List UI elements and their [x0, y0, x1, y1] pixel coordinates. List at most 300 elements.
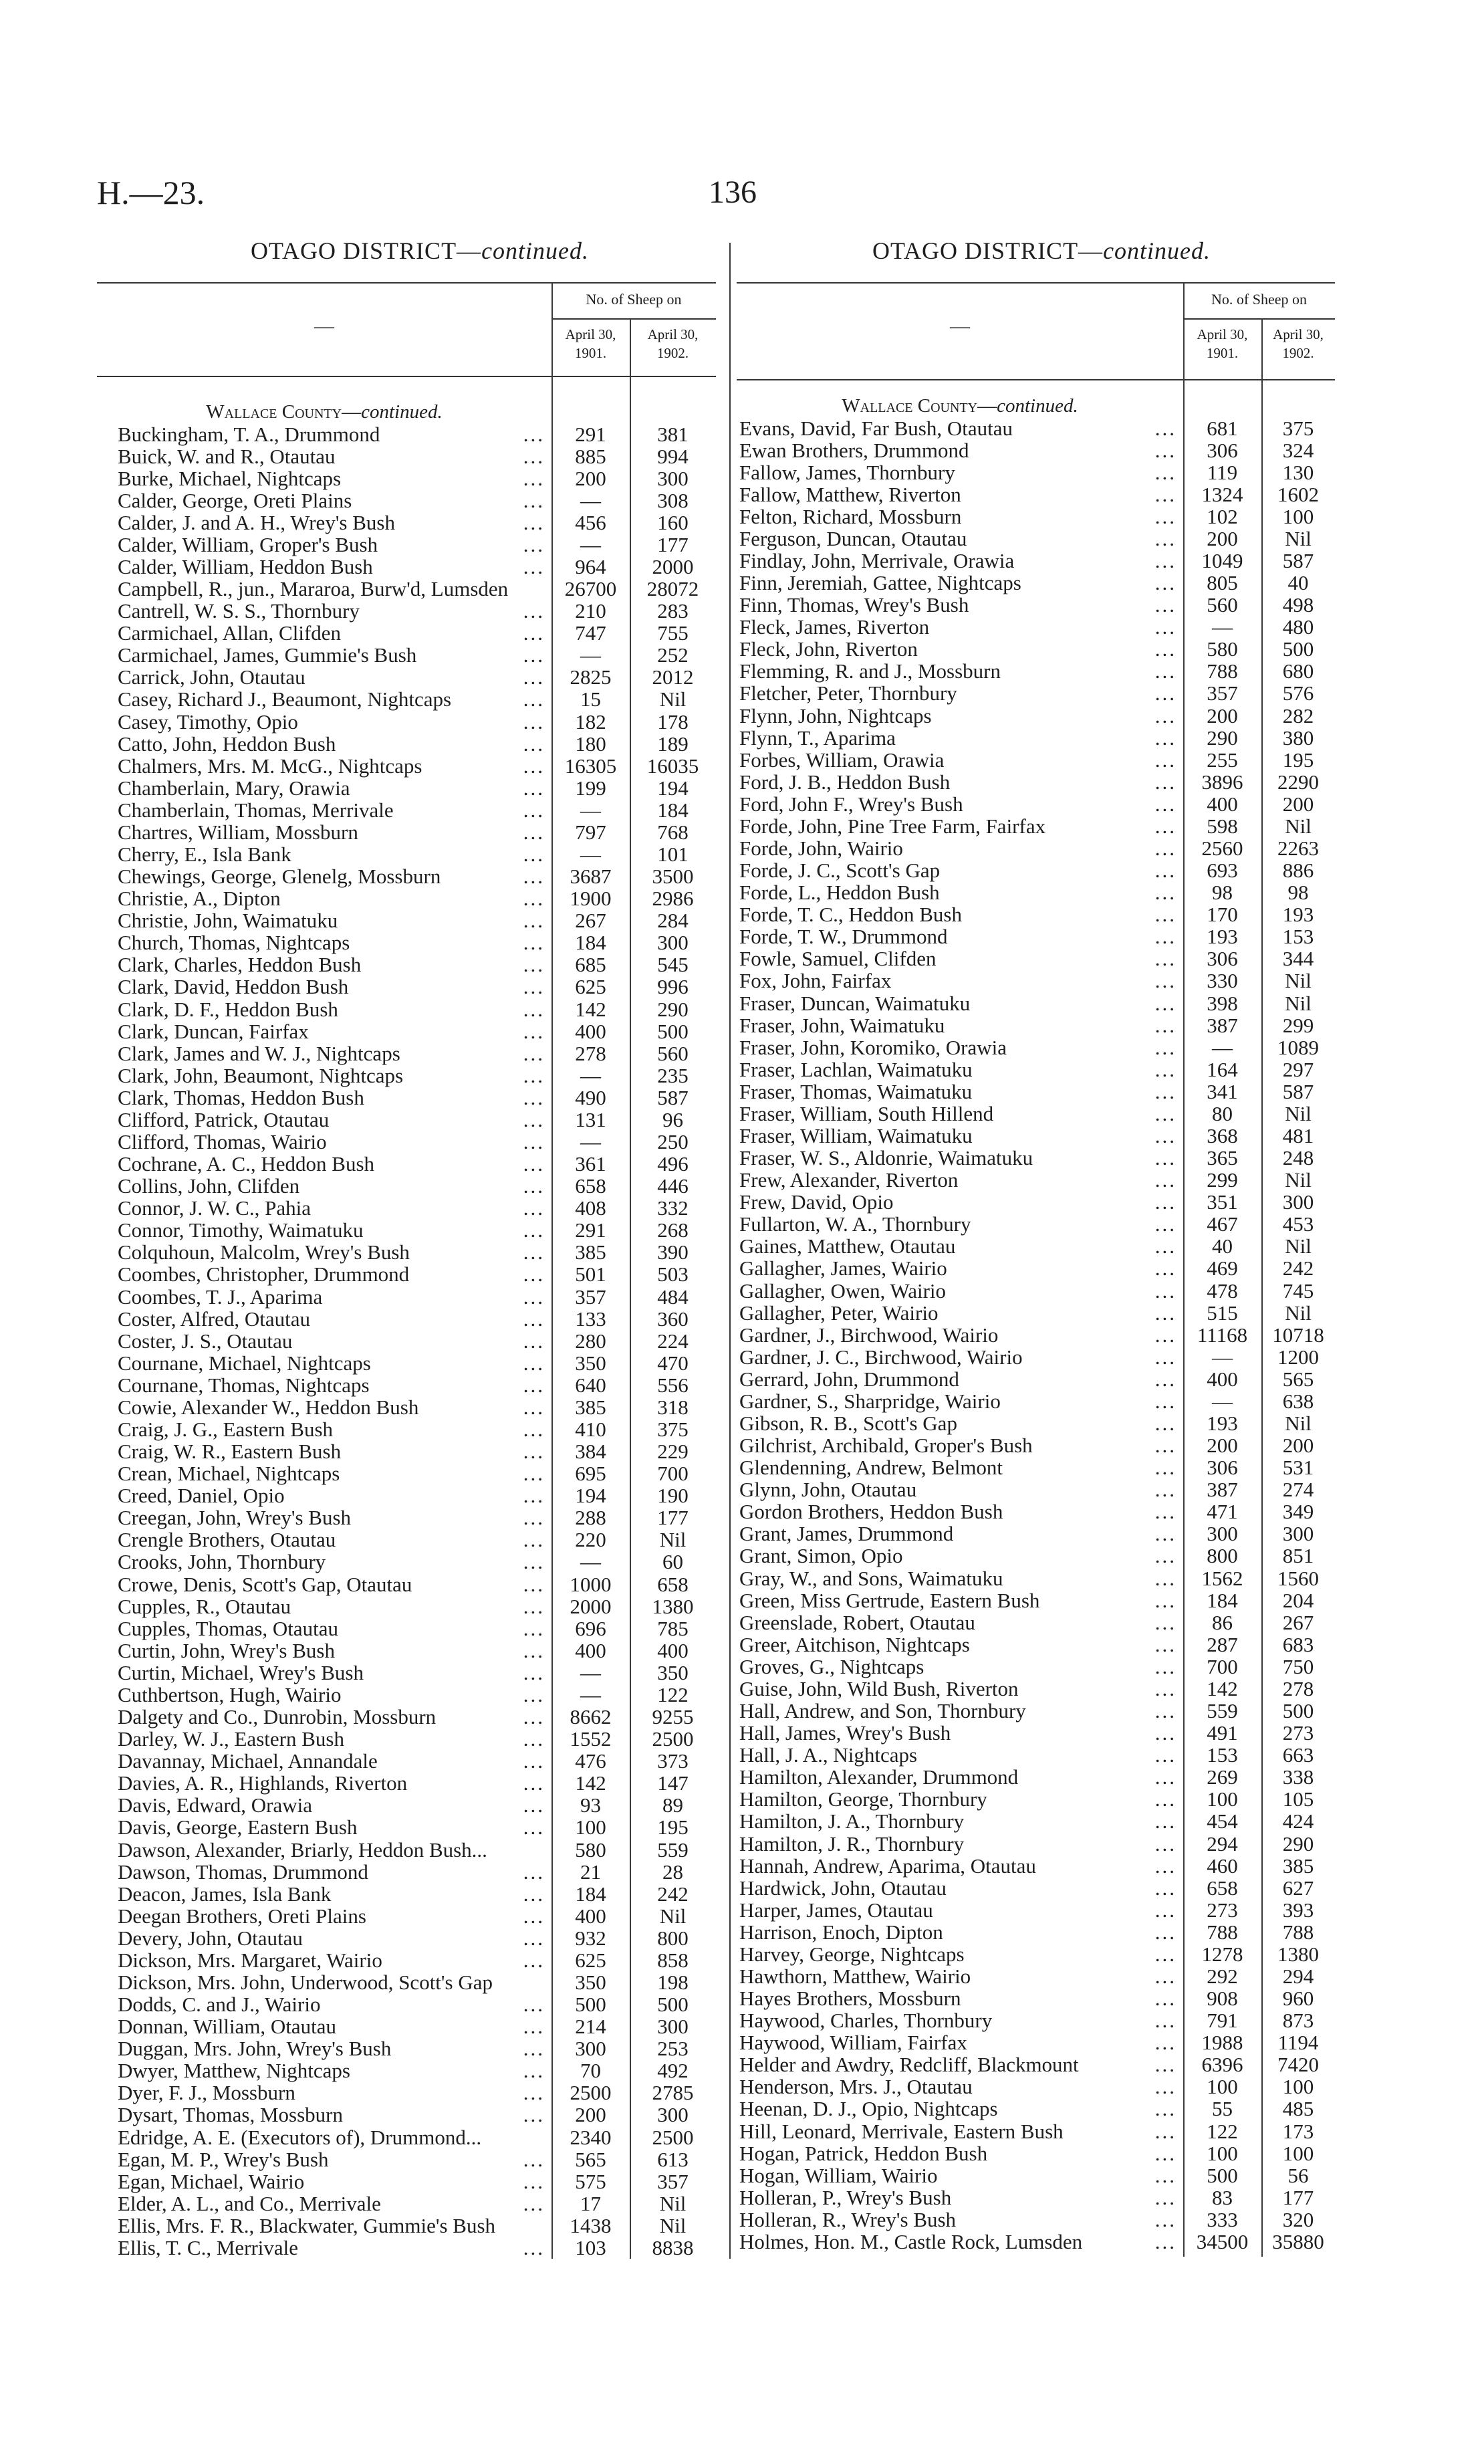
sheep-count-1901: 306: [1207, 438, 1238, 462]
sheep-count-1901: 280: [575, 1329, 606, 1353]
sheep-count-1902: 390: [657, 1240, 689, 1264]
dot-leader: ...: [1154, 859, 1177, 883]
sheep-count-1902: 195: [1282, 748, 1314, 772]
sheep-count-1901: 658: [1207, 1876, 1238, 1900]
table-row: [97, 1286, 716, 1308]
dot-leader: ...: [523, 1262, 545, 1286]
owner-name: Devery, John, Otautau: [118, 1926, 303, 1950]
owner-cell: [97, 1241, 551, 1263]
owner-cell: [737, 947, 1183, 970]
sheep-count-1902: 60: [662, 1550, 683, 1574]
sheep-count-1902: 235: [657, 1063, 689, 1087]
sheep-count-1901: 2000: [570, 1594, 612, 1618]
dot-leader: ...: [523, 554, 545, 578]
table-row: [97, 1595, 716, 1617]
sheep-count-1901: 255: [1207, 748, 1238, 772]
table-row: [97, 622, 716, 644]
dot-leader: ...: [523, 754, 545, 778]
table-row: [97, 2170, 716, 2193]
sheep-count-1901: 291: [575, 422, 606, 446]
owner-name: Coster, Alfred, Otautau: [118, 1307, 311, 1331]
sheep-count-1902: 500: [1282, 637, 1314, 661]
dot-leader: ...: [1154, 1234, 1177, 1258]
dot-leader: ...: [1154, 1478, 1177, 1502]
table-row: [737, 1987, 1335, 2009]
owner-cell: [737, 1589, 1183, 1611]
owner-cell: [737, 439, 1183, 461]
table-row: [737, 2231, 1335, 2253]
sheep-count-1902: 100: [1282, 2075, 1314, 2099]
district-title-continued: continued.: [481, 237, 590, 264]
dot-leader: ...: [1154, 969, 1177, 993]
table-row: [737, 1877, 1335, 1899]
dot-leader: ...: [1154, 2119, 1177, 2143]
table-row: [737, 1191, 1335, 1213]
owner-name: Egan, M. P., Wrey's Bush: [118, 2147, 329, 2171]
owner-cell: [97, 799, 551, 821]
dot-leader: ...: [1154, 1676, 1177, 1700]
table-row: [737, 1058, 1335, 1081]
owner-name: Darley, W. J., Eastern Bush: [118, 1727, 344, 1751]
sheep-count-1901: 93: [580, 1793, 601, 1817]
owner-name: Dawson, Thomas, Drummond: [118, 1860, 368, 1884]
owner-name: Davis, Edward, Orawia: [118, 1793, 312, 1817]
dot-leader: ...: [523, 1107, 545, 1131]
owner-name: Deegan Brothers, Oreti Plains: [118, 1904, 366, 1928]
owner-name: Flynn, T., Aparima: [739, 725, 896, 750]
sheep-count-1901: 1900: [570, 887, 612, 911]
owner-cell: [97, 1042, 551, 1065]
owner-name: Clifford, Patrick, Otautau: [118, 1107, 330, 1131]
sheep-count-1902: 160: [657, 510, 689, 534]
sheep-count-1901: —: [1212, 1035, 1233, 1059]
dot-leader: ...: [523, 2235, 545, 2259]
table-row: [97, 1418, 716, 1440]
sheep-count-1902: 283: [657, 599, 689, 623]
sheep-count-1902: 788: [1282, 1920, 1314, 1944]
sheep-count-1901: 1000: [570, 1572, 612, 1596]
owner-cell: [97, 1750, 551, 1772]
table-row: [737, 417, 1335, 439]
owner-cell: [97, 1971, 551, 1993]
sheep-count-1901: 210: [575, 599, 606, 623]
owner-cell: [97, 1573, 551, 1595]
sheep-count-1901: 55: [1212, 2097, 1233, 2121]
table-row: [737, 528, 1335, 550]
sheep-count-1902: 9255: [652, 1705, 694, 1729]
dot-leader: ...: [1154, 1500, 1177, 1524]
dot-leader: ...: [1154, 593, 1177, 617]
table-row: [97, 1684, 716, 1706]
dot-leader: ...: [1154, 416, 1177, 440]
dot-leader: ...: [523, 1793, 545, 1817]
table-row: [737, 1036, 1335, 1058]
sheep-count-1902: 663: [1282, 1743, 1314, 1767]
owner-cell: [737, 1103, 1183, 1125]
owner-cell: [97, 1861, 551, 1883]
dot-leader: ...: [523, 510, 545, 534]
sheep-count-1902: 745: [1282, 1278, 1314, 1303]
sheep-count-1902: Nil: [1285, 1101, 1312, 1125]
table-row: [737, 1589, 1335, 1611]
owner-cell: [97, 2170, 551, 2193]
table-row: [737, 2209, 1335, 2231]
sheep-count-1902: 700: [657, 1462, 689, 1486]
table-row: [737, 1147, 1335, 1169]
owner-name: Frew, Alexander, Riverton: [739, 1168, 959, 1192]
dot-leader: ...: [523, 1660, 545, 1684]
sheep-count-1901: 471: [1207, 1500, 1238, 1524]
sheep-count-1901: 142: [575, 1771, 606, 1795]
owner-cell: [97, 1706, 551, 1728]
dot-leader: ...: [523, 1616, 545, 1640]
owner-cell: [737, 1368, 1183, 1390]
sheep-count-1902: 350: [657, 1660, 689, 1684]
owner-cell: [737, 1346, 1183, 1368]
sheep-count-1901: 695: [575, 1462, 606, 1486]
owner-cell: [97, 954, 551, 976]
owner-cell: [97, 1640, 551, 1662]
owner-cell: [737, 1147, 1183, 1169]
owner-name: Fox, John, Fairfax: [739, 969, 892, 993]
owner-cell: [97, 777, 551, 799]
header-date-line: April 30,: [565, 326, 616, 342]
dot-leader: ...: [1154, 814, 1177, 838]
dot-leader: ...: [523, 2037, 545, 2061]
owner-name: Harper, James, Otautau: [739, 1898, 933, 1922]
owner-name: Elder, A. L., and Co., Merrivale: [118, 2191, 381, 2215]
sheep-count-1902: 178: [657, 709, 689, 734]
sheep-count-1902: 98: [1287, 881, 1309, 905]
owner-name: Clifford, Thomas, Wairio: [118, 1130, 327, 1153]
owner-name: Henderson, Mrs. J., Otautau: [739, 2075, 973, 2099]
table-row: [97, 1065, 716, 1087]
table-row: [97, 445, 716, 467]
owner-name: Dyer, F. J., Mossburn: [118, 2081, 295, 2105]
sheep-count-1901: 290: [1207, 725, 1238, 750]
sheep-count-1901: 500: [575, 1993, 606, 2017]
sheep-count-1902: 768: [657, 820, 689, 844]
owner-name: Ellis, T. C., Merrivale: [118, 2235, 299, 2259]
owner-cell: [737, 1766, 1183, 1788]
owner-name: Fraser, W. S., Aldonrie, Waimatuku: [739, 1146, 1033, 1170]
sheep-count-1901: 797: [575, 820, 606, 844]
dot-leader: ...: [1154, 1212, 1177, 1236]
owner-cell: [737, 771, 1183, 793]
table-row: [97, 688, 716, 710]
owner-cell: [97, 534, 551, 556]
owner-name: Holleran, P., Wrey's Bush: [739, 2185, 952, 2209]
sheep-count-1902: 446: [657, 1174, 689, 1198]
table-row: [97, 2082, 716, 2104]
sheep-count-1901: 400: [575, 1019, 606, 1043]
table-row: [97, 1728, 716, 1750]
owner-cell: [737, 705, 1183, 727]
owner-name: Fowle, Samuel, Clifden: [739, 947, 937, 971]
sheep-count-1901: —: [1212, 615, 1233, 639]
sheep-count-1901: 40: [1212, 1234, 1233, 1258]
sheep-count-1901: 361: [575, 1152, 606, 1176]
column-header-1901: [1183, 325, 1261, 362]
table-row: [737, 705, 1335, 727]
owner-name: Evans, David, Far Bush, Otautau: [739, 416, 1013, 440]
owner-cell: [737, 2142, 1183, 2164]
sheep-count-1901: —: [580, 1063, 601, 1087]
dot-leader: ...: [523, 1727, 545, 1751]
dot-leader: ...: [1154, 1566, 1177, 1590]
table-row: [97, 1971, 716, 1993]
owner-cell: [97, 512, 551, 534]
dot-leader: ...: [1154, 947, 1177, 971]
sheep-count-1902: 531: [1282, 1456, 1314, 1480]
sheep-count-1901: 194: [575, 1484, 606, 1508]
table-row: [737, 439, 1335, 461]
owner-cell: [737, 1678, 1183, 1700]
table-row: [97, 1175, 716, 1197]
table-row: [97, 1905, 716, 1927]
dot-leader: ...: [1154, 1035, 1177, 1059]
header-year-line: 1902.: [656, 345, 689, 361]
table-row: [97, 2015, 716, 2037]
dot-leader: ...: [523, 1307, 545, 1331]
table-row: [737, 1567, 1335, 1589]
sheep-count-1901: 3687: [570, 865, 612, 889]
owner-cell: [737, 1302, 1183, 1324]
owner-cell: [97, 2215, 551, 2237]
dot-leader: ...: [1154, 1610, 1177, 1634]
dot-leader: ...: [523, 1528, 545, 1552]
owner-cell: [737, 1700, 1183, 1722]
dot-leader: ...: [1154, 2053, 1177, 2077]
sheep-count-1902: 195: [657, 1815, 689, 1839]
owner-cell: [97, 666, 551, 688]
dot-leader: ...: [523, 820, 545, 844]
sheep-count-1902: 680: [1282, 659, 1314, 683]
owner-name: Ford, John F., Wrey's Bush: [739, 792, 963, 816]
sheep-count-1902: 200: [1282, 1434, 1314, 1458]
owner-name: Fleck, John, Riverton: [739, 637, 918, 661]
table-row: [97, 1794, 716, 1816]
sheep-count-1902: 545: [657, 953, 689, 977]
owner-cell: [737, 903, 1183, 925]
owner-name: Harrison, Enoch, Dipton: [739, 1920, 943, 1944]
sheep-count-1902: 500: [1282, 1699, 1314, 1723]
sheep-count-1902: 873: [1282, 2009, 1314, 2033]
header-bottom-rule: [737, 379, 1335, 380]
sheep-count-1901: 267: [575, 909, 606, 933]
owner-name: Forbes, William, Orawia: [739, 748, 945, 772]
sheep-count-1902: 344: [1282, 947, 1314, 971]
owner-cell: [737, 1611, 1183, 1634]
dot-leader: ...: [1154, 1013, 1177, 1037]
owner-cell: [737, 1169, 1183, 1191]
dot-leader: ...: [1154, 1522, 1177, 1546]
dot-leader: ...: [523, 1284, 545, 1309]
sheep-count-1901: 300: [575, 2037, 606, 2061]
sheep-count-1902: 587: [1282, 1079, 1314, 1103]
table-row: [97, 1816, 716, 1838]
owner-name: Fraser, Duncan, Waimatuku: [739, 991, 971, 1015]
sheep-count-1901: —: [1212, 1389, 1233, 1413]
owner-name: Gardner, S., Sharpridge, Wairio: [739, 1389, 1001, 1413]
sheep-count-1902: 268: [657, 1218, 689, 1242]
sheep-count-1901: 1324: [1201, 482, 1243, 506]
owner-cell: [737, 2187, 1183, 2209]
table-row: [737, 1434, 1335, 1456]
owner-name: Chalmers, Mrs. M. McG., Nightcaps: [118, 754, 422, 778]
dot-leader: ...: [1154, 526, 1177, 550]
owner-name: Fletcher, Peter, Thornbury: [739, 681, 957, 705]
dot-leader: ...: [523, 466, 545, 490]
owner-cell: [97, 423, 551, 445]
name-column-header: —: [950, 315, 970, 337]
sheep-count-1901: 559: [1207, 1699, 1238, 1723]
table-row: [97, 1706, 716, 1728]
table-row: [97, 1374, 716, 1396]
table-row: [97, 2126, 716, 2148]
owner-name: Hardwick, John, Otautau: [739, 1876, 947, 1900]
dot-leader: ...: [1154, 1743, 1177, 1767]
center-divider: [729, 243, 731, 2259]
owner-name: Gaines, Matthew, Otautau: [739, 1234, 956, 1258]
owner-name: Dysart, Thomas, Mossburn: [118, 2103, 343, 2127]
dot-leader: ...: [1154, 2185, 1177, 2209]
dot-leader: ...: [1154, 1876, 1177, 1900]
dot-leader: ...: [1154, 1765, 1177, 1789]
dot-leader: ...: [523, 488, 545, 512]
sheep-count-1901: 193: [1207, 1412, 1238, 1436]
table-row: [737, 1788, 1335, 1810]
table-row: [737, 1678, 1335, 1700]
dot-leader: ...: [523, 1329, 545, 1353]
sheep-count-1901: 1438: [570, 2213, 612, 2237]
owner-cell: [97, 755, 551, 777]
owner-cell: [97, 1927, 551, 1949]
county-heading-continued: continued.: [361, 401, 443, 423]
owner-cell: [737, 506, 1183, 528]
owner-name: Gray, W., and Sons, Waimatuku: [739, 1566, 1003, 1590]
sheep-count-1902: Nil: [1285, 1168, 1312, 1192]
sheep-count-1901: 681: [1207, 416, 1238, 440]
sheep-count-1901: 560: [1207, 593, 1238, 617]
sheep-count-1902: 248: [1282, 1146, 1314, 1170]
sheep-count-1902: 357: [657, 2169, 689, 2193]
sheep-count-1902: 147: [657, 1771, 689, 1795]
dot-leader: ...: [1154, 748, 1177, 772]
owner-cell: [737, 2209, 1183, 2231]
owner-cell: [737, 1257, 1183, 1279]
dot-leader: ...: [523, 709, 545, 734]
owner-cell: [97, 1993, 551, 2015]
sheep-count-1902: 613: [657, 2147, 689, 2171]
dot-leader: ...: [1154, 1632, 1177, 1656]
sheep-count-1901: —: [580, 842, 601, 866]
sheep-count-1902: 485: [1282, 2097, 1314, 2121]
owner-cell: [97, 909, 551, 931]
owner-name: Harvey, George, Nightcaps: [739, 1942, 965, 1966]
table-row: [97, 2237, 716, 2259]
table-row: [97, 1241, 716, 1263]
sheep-count-1901: 400: [1207, 1367, 1238, 1391]
sheep-count-1902: 638: [1282, 1389, 1314, 1413]
table-row: [97, 1617, 716, 1640]
table-row: [737, 925, 1335, 947]
owner-cell: [737, 417, 1183, 439]
dot-leader: ...: [523, 1152, 545, 1176]
table-row: [737, 572, 1335, 594]
dot-leader: ...: [1154, 1831, 1177, 1856]
table-row: [737, 727, 1335, 749]
owner-cell: [737, 1191, 1183, 1213]
table-row: [737, 1766, 1335, 1788]
table-row: [97, 887, 716, 909]
sheep-count-1901: 220: [575, 1528, 606, 1552]
dot-leader: ...: [523, 1904, 545, 1928]
dot-leader: ...: [523, 599, 545, 623]
owner-cell: [737, 572, 1183, 594]
owner-name: Gibson, R. B., Scott's Gap: [739, 1412, 957, 1436]
dot-leader: ...: [523, 532, 545, 556]
owner-cell: [97, 843, 551, 865]
dot-leader: ...: [523, 1484, 545, 1508]
sheep-count-1902: 318: [657, 1395, 689, 1419]
sheep-count-1902: 253: [657, 2037, 689, 2061]
sheep-count-1902: 10718: [1272, 1323, 1324, 1347]
table-row: [737, 903, 1335, 925]
district-title-main: OTAGO DISTRICT—: [872, 237, 1104, 264]
table-row: [737, 2076, 1335, 2098]
owner-name: Dickson, Mrs. Margaret, Wairio: [118, 1948, 382, 1972]
owner-name: Crooks, John, Thornbury: [118, 1550, 326, 1574]
sheep-count-1901: 384: [575, 1440, 606, 1464]
owner-cell: [737, 2009, 1183, 2031]
sheep-count-1902: 338: [1282, 1765, 1314, 1789]
sheep-count-1902: 2290: [1277, 770, 1319, 794]
dot-leader: ...: [523, 1218, 545, 1242]
owner-name: Burke, Michael, Nightcaps: [118, 466, 342, 490]
owner-name: Ford, J. B., Heddon Bush: [739, 770, 951, 794]
table-row: [737, 1368, 1335, 1390]
owner-name: Catto, John, Heddon Bush: [118, 732, 336, 756]
sheep-count-1902: 560: [657, 1041, 689, 1065]
county-heading-main: Wallace County—: [206, 401, 362, 423]
table-row: [97, 1662, 716, 1684]
owner-cell: [737, 1987, 1183, 2009]
table-row: [737, 1810, 1335, 1832]
sheep-count-1901: 2560: [1201, 836, 1243, 860]
sheep-count-1902: 565: [1282, 1367, 1314, 1391]
sheep-count-1902: 284: [657, 909, 689, 933]
dot-leader: ...: [1154, 1412, 1177, 1436]
sheep-count-1902: 100: [1282, 2141, 1314, 2165]
column-header-1901: [551, 325, 630, 362]
owner-name: Flemming, R. and J., Mossburn: [739, 659, 1001, 683]
sheep-count-1902: 200: [1282, 792, 1314, 816]
owner-cell: [97, 622, 551, 644]
dot-leader: ...: [1154, 725, 1177, 750]
table-row: [737, 1478, 1335, 1500]
dot-leader: ...: [1154, 1809, 1177, 1833]
owner-name: Casey, Richard J., Beaumont, Nightcaps: [118, 687, 452, 711]
owner-cell: [737, 837, 1183, 859]
page-number: 136: [709, 175, 757, 210]
owner-cell: [737, 528, 1183, 550]
owner-cell: [97, 711, 551, 733]
owner-name: Gallagher, Owen, Wairio: [739, 1278, 947, 1303]
sheep-count-1901: 693: [1207, 859, 1238, 883]
table-row: [737, 1833, 1335, 1855]
dot-leader: ...: [523, 931, 545, 955]
